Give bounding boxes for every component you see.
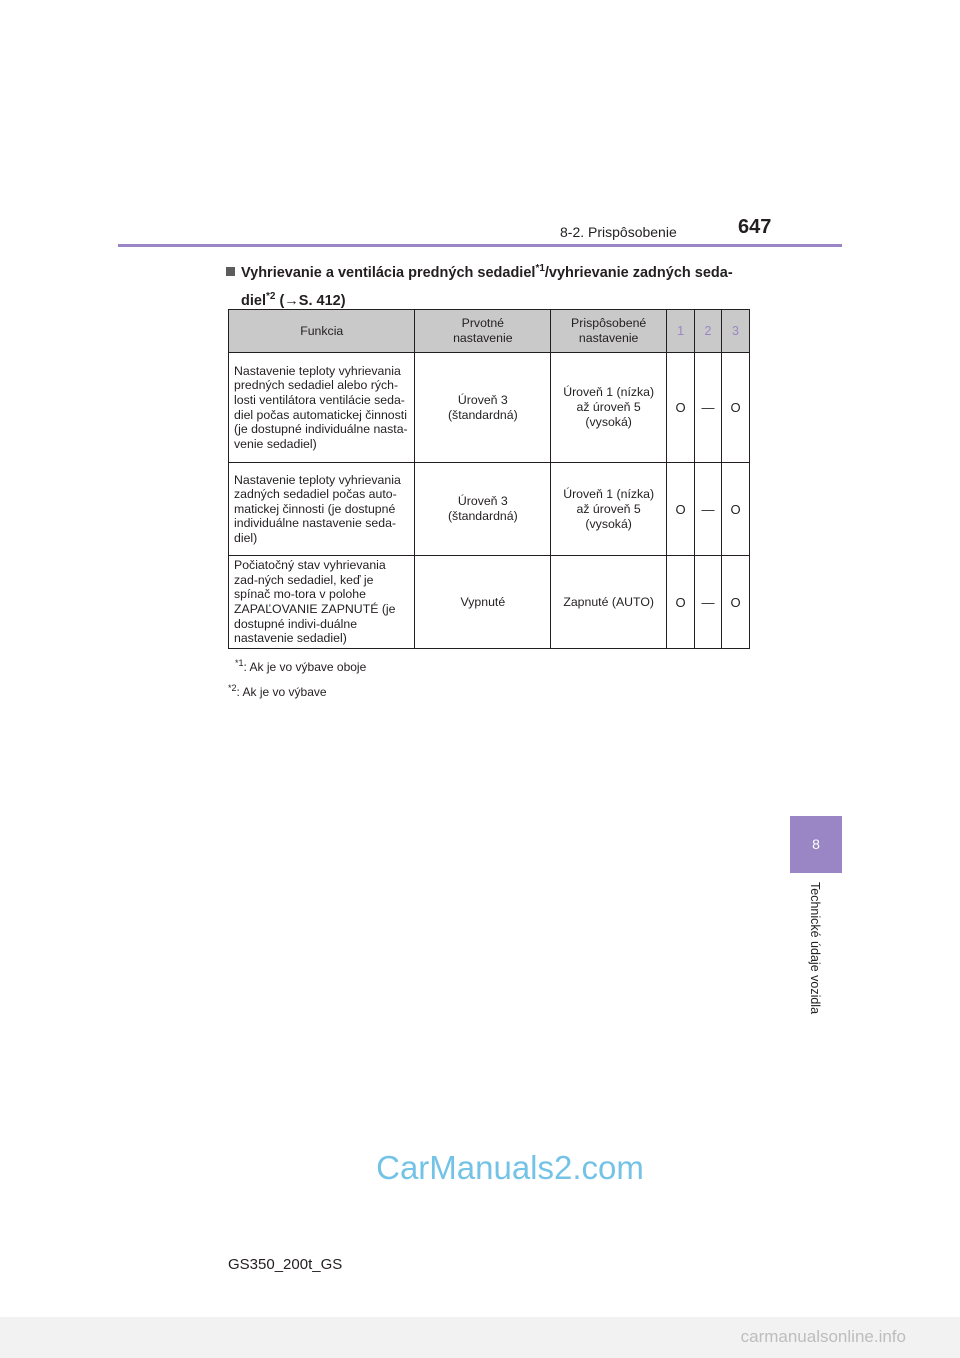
row-custom: Úroveň 1 (nízka) až úroveň 5 (vysoká) [551,463,667,556]
row-mode-1: O [667,353,695,463]
table-row [229,353,750,463]
header-function: Funkcia [229,310,415,353]
header-mode-1 [667,310,695,353]
row-custom: Zapnuté (AUTO) [551,556,667,649]
table-header-row [229,310,750,353]
footnote-2: $^{*2}$: Ak je vo výbave [228,683,327,699]
row-function: Nastavenie teploty vyhrievania zadných sedadiel počas auto-matickej činnosti (je dostupné individuálne nastavenie seda-diel) [229,463,415,556]
row-mode-3: O [722,463,750,556]
model-code: GS350_200t_GS [228,1256,343,1273]
header-divider [118,244,842,247]
heading-reference-link[interactable]: (→S. 412) [275,292,346,309]
row-initial: Úroveň 3 (štandardná) [415,463,551,556]
bottom-watermark-text: carmanualsonline.info [740,1327,906,1346]
mode-1-icon: 1 [677,324,685,338]
footnote-mark-2: *2 [265,290,276,302]
customization-table [228,309,750,649]
table-row [229,463,750,556]
section-heading [226,257,756,313]
heading-part2: /vyhrievanie zadných seda- [544,264,733,281]
square-bullet-icon [226,267,235,276]
heading-part3: diel [241,292,266,309]
chapter-tab[interactable] [790,816,842,873]
mode-3-icon: 3 [732,324,739,338]
header-mode-2 [695,310,722,353]
row-custom: Úroveň 1 (nízka) až úroveň 5 (vysoká) [551,353,667,463]
watermark-text: CarManuals2.com [376,1149,644,1186]
row-mode-1: O [667,556,695,649]
row-mode-2: — [695,556,722,649]
row-function: Počiatočný stav vyhrievania zad-ných sedadiel, keď je spínač mo-tora v polohe ZAPAĽOVANIE ZAPNUTÉ (je dostupné indivi-duálne nastavenie sedadiel) [229,556,415,649]
row-mode-1: O [667,463,695,556]
row-initial: Vypnuté [415,556,551,649]
row-initial: Úroveň 3 (štandardná) [415,353,551,463]
mode-2-icon: 2 [704,324,712,338]
chapter-label: Technické údaje vozidla [808,882,822,1015]
row-mode-2: — [695,353,722,463]
bottom-watermark-bar [0,1317,960,1358]
header-mode-3 [722,310,750,353]
heading-part1: Vyhrievanie a ventilácia predných sedadiel [241,264,536,281]
header-initial-setting: Prvotné nastavenie [415,310,551,353]
page-number: 647 [738,216,772,238]
row-mode-3: O [722,353,750,463]
row-mode-3: O [722,556,750,649]
row-mode-2: — [695,463,722,556]
footnote-1: $^{*1}$: Ak je vo výbave oboje [235,658,367,674]
table-row [229,556,750,649]
header-section-title: 8-2. Prispôsobenie [560,224,677,240]
header-custom-setting: Prispôsobené nastavenie [551,310,667,353]
row-function: Nastavenie teploty vyhrievania predných sedadiel alebo rých-losti ventilátora ventilácie seda-diel počas automatickej činnosti (je dostupné individuálne nasta-venie sedadiel) [229,353,415,463]
footnote-mark-1: *1 [535,263,545,274]
chapter-number: 8 [812,836,820,852]
